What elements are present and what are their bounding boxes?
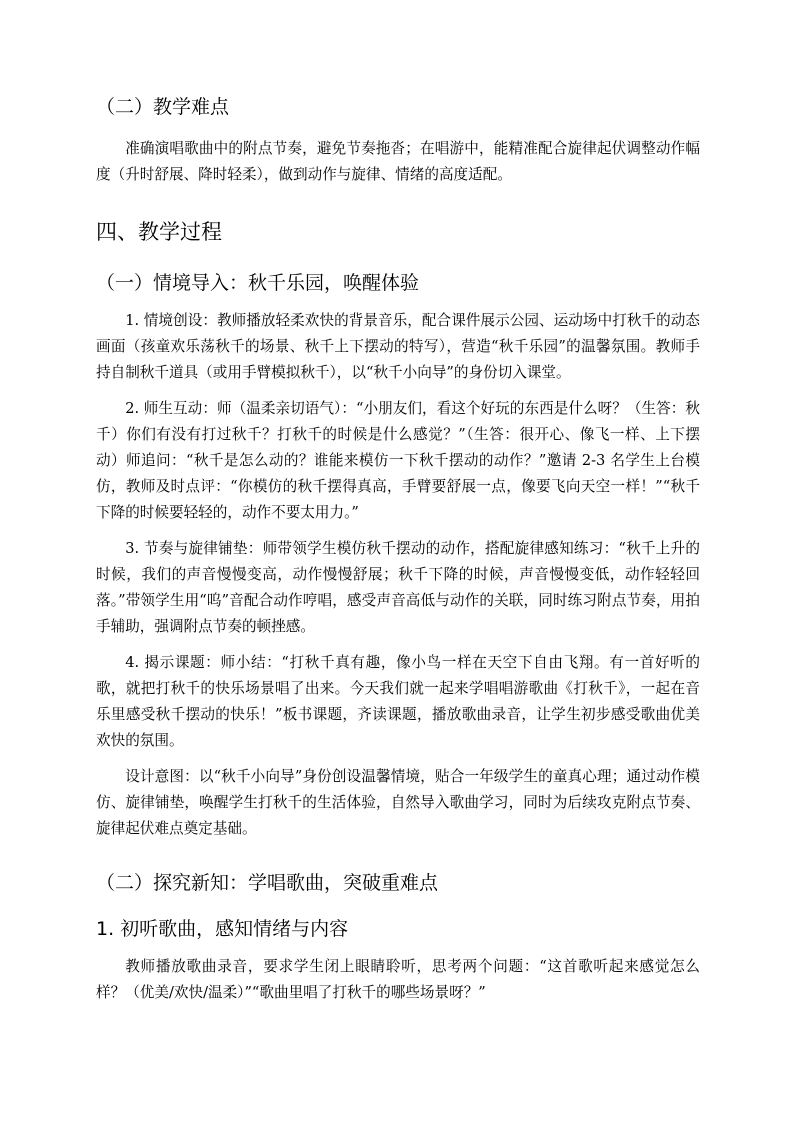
paragraph-difficulties: 准确演唱歌曲中的附点节奏，避免节奏拖沓；在唱游中，能精准配合旋律起伏调整动作幅度（升时舒展、降时轻柔），做到动作与旋律、情绪的高度适配。 (96, 140, 700, 183)
section-heading-teaching-process: 四、教学过程 (96, 220, 222, 244)
step-heading-first-listen: 1. 初听歌曲，感知情绪与内容 (96, 918, 349, 940)
paragraph-situation-creation: 1. 情境创设：教师播放轻柔欢快的背景音乐，配合课件展示公园、运动场中打秋千的动态画面（孩童欢乐荡秋千的场景、秋千上下摆动的特写），营造“秋千乐园”的温馨氛围。教师手持自制秋千道具（或用手臂模拟秋千），以“秋千小向导”的身份切入课堂。 (96, 312, 700, 381)
part-heading-situation-intro: （一）情境导入：秋千乐园，唤醒体验 (96, 272, 420, 294)
document-page (96, 90, 700, 1006)
paragraph-rhythm-melody-preparation: 3. 节奏与旋律铺垫：师带领学生模仿秋千摆动的动作，搭配旋律感知练习：“秋千上升的时候，我们的声音慢慢变高，动作慢慢舒展；秋千下降的时候，声音慢慢变低，动作轻轻回落。”带领学生用“呜”音配合动作哼唱，感受声音高低与动作的关联，同时练习附点节奏，用拍手辅助，强调附点节奏的顿挫感。 (96, 540, 700, 635)
part-heading-explore-new-knowledge: （二）探究新知：学唱歌曲，突破重难点 (96, 872, 439, 894)
paragraph-design-intent: 设计意图：以“秋千小向导”身份创设温馨情境，贴合一年级学生的童真心理；通过动作模仿、旋律铺垫，唤醒学生打秋千的生活体验，自然导入歌曲学习，同时为后续攻克附点节奏、旋律起伏难点奠定基础。 (96, 768, 700, 837)
paragraph-reveal-topic: 4. 揭示课题：师小结：“打秋千真有趣，像小鸟一样在天空下自由飞翔。有一首好听的歌，就把打秋千的快乐场景唱了出来。今天我们就一起来学唱唱游歌曲《打秋千》，一起在音乐里感受秋千摆动的快乐！”板书课题，齐读课题，播放歌曲录音，让学生初步感受歌曲优美欢快的氛围。 (96, 654, 700, 749)
paragraph-teacher-student-interaction: 2. 师生互动：师（温柔亲切语气）：“小朋友们，看这个好玩的东西是什么呀？（生答：秋千）你们有没有打过秋千？打秋千的时候是什么感觉？”（生答：很开心、像飞一样、上下摆动）师追问：“秋千是怎么动的？谁能来模仿一下秋千摆动的动作？”邀请 2-3 名学生上台模仿，教师及时点评：“你模仿的秋千摆得真高，手臂要舒展一点，像要飞向天空一样！”“秋千下降的时候要轻轻的，动作不要太用力。” (96, 400, 700, 521)
paragraph-first-listen: 教师播放歌曲录音，要求学生闭上眼睛聆听，思考两个问题：“这首歌听起来感觉怎么样？（优美/欢快/温柔）”“歌曲里唱了打秋千的哪些场景呀？” (96, 958, 700, 1001)
section-heading-difficulties: （二）教学难点 (96, 96, 230, 118)
